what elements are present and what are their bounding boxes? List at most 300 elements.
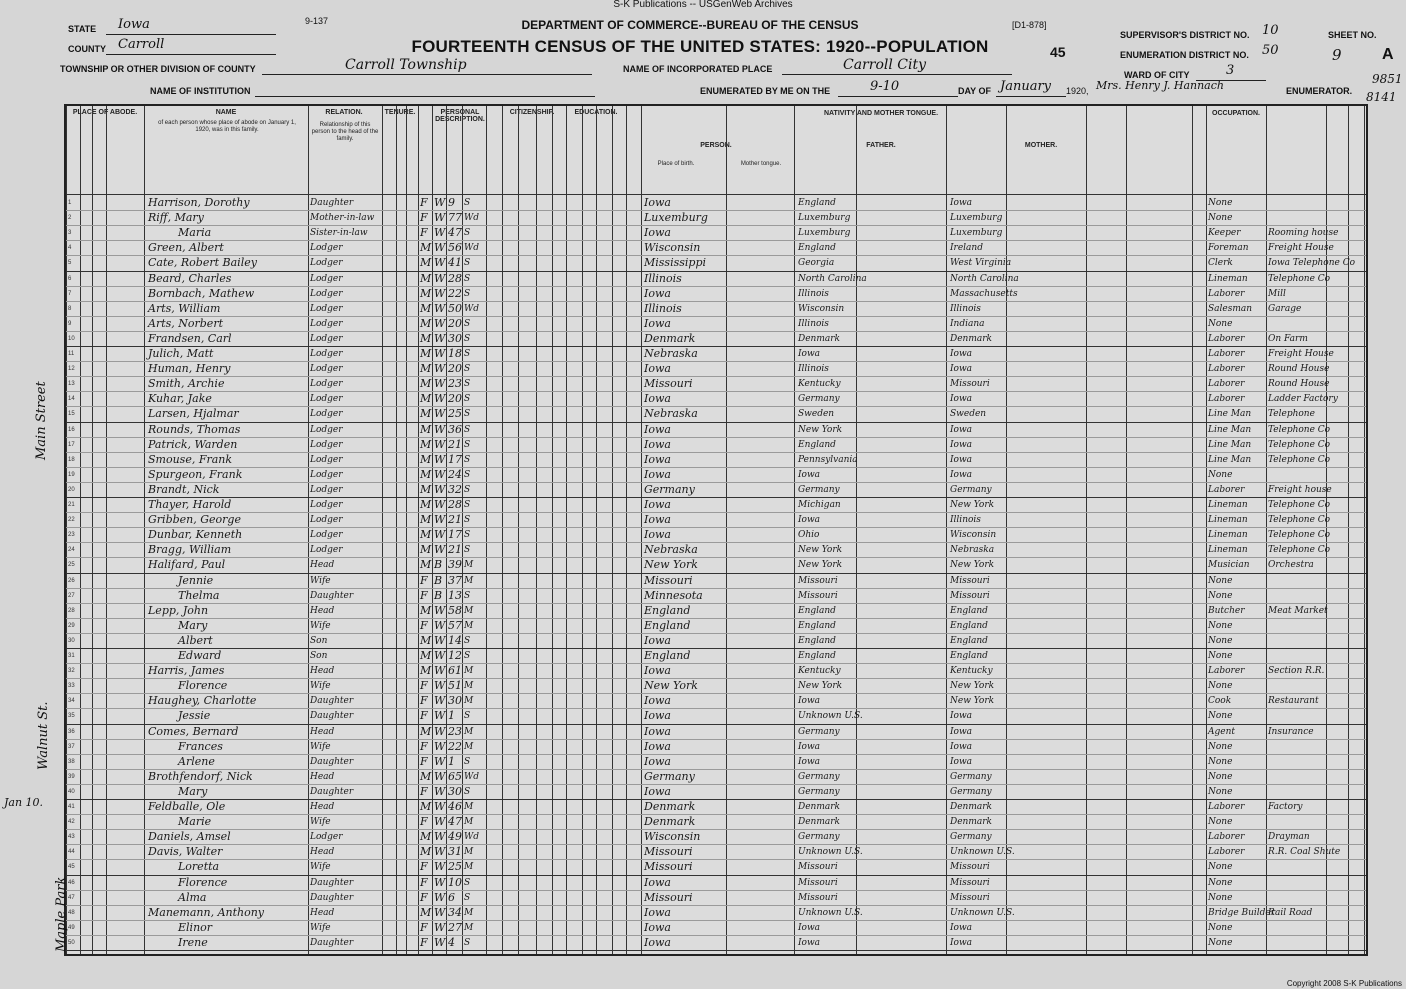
cell-name: Green, Albert [148,241,224,255]
group-abode: PLACE OF ABODE. [72,109,138,116]
source-banner: S-K Publications -- USGenWeb Archives [613,0,793,10]
cell-race: W [434,331,446,345]
enumerator-name: Mrs. Henry J. Hannach [1096,79,1224,92]
cell-age: 23 [448,724,462,738]
cell-age: 77 [448,211,462,225]
cell-name: Riff, Mary [148,211,204,225]
cell-name: Daniels, Amsel [148,830,231,844]
cell-sex: M [420,377,432,391]
cell-name: Spurgeon, Frank [148,467,243,481]
cell-birth: Iowa [644,905,671,919]
cell-birth: Iowa [644,362,671,376]
cell-occ: Lineman [1208,273,1248,284]
cell-fbirth: Iowa [798,469,821,480]
cell-sex: F [420,588,428,602]
cell-occ: Foreman [1208,243,1249,254]
cell-occ: None [1208,590,1233,601]
cell-birth: Germany [644,482,695,496]
cell-sex: M [420,271,432,285]
group-father: FATHER. [866,142,896,149]
cell-line: 46 [68,879,75,886]
cell-ind [1268,770,1328,784]
table-row [66,317,1366,331]
cell-line: 30 [68,637,75,644]
cell-line: 20 [68,486,75,493]
cell-occ: Laborer [1208,288,1245,299]
cell-birth: Wisconsin [644,241,701,255]
cell-name: Larsen, Hjalmar [148,407,239,421]
cell-relation: Mother-in-law [310,213,375,224]
cell-birth: Nebraska [644,543,698,557]
table-row [66,830,1366,844]
cell-name: Bornbach, Mathew [148,286,255,300]
cell-occ: None [1208,469,1233,480]
cell-ms: S [464,756,471,767]
cell-ind [1268,468,1328,482]
cell-ind: Mill [1268,288,1286,299]
copyright: Copyright 2008 S-K Publications [1286,979,1402,988]
cell-sex: M [420,513,432,527]
cell-birth: Iowa [644,754,671,768]
cell-fbirth: Unknown U.S. [798,711,863,722]
table-row [66,513,1366,527]
department-title: DEPARTMENT OF COMMERCE--BUREAU OF THE CENSUS [521,18,859,32]
cell-mbirth: England [950,651,988,661]
cell-age: 36 [448,422,462,436]
cell-race: W [434,452,446,466]
cell-birth: England [644,618,691,632]
cell-line: 10 [68,335,75,342]
cell-ms: S [464,349,471,359]
cell-occ: None [1208,575,1233,586]
cell-fbirth: Germany [798,726,840,737]
cell-race: W [434,528,446,542]
cell-line: 48 [68,909,75,916]
group-education: EDUCATION. [574,109,618,116]
cell-fbirth: Luxemburg [798,213,851,224]
table-row [66,906,1366,920]
table-row [66,528,1366,542]
table-row [66,694,1366,708]
cell-mbirth: New York [950,560,995,571]
cell-age: 65 [448,769,462,783]
cell-relation: Daughter [310,937,354,948]
cell-mbirth: North Carolina [950,273,1019,284]
cell-mbirth: Illinois [950,515,981,526]
cell-occ: Keeper [1208,228,1241,239]
cell-mbirth: England [950,620,988,631]
cell-birth: Iowa [644,196,671,209]
county-value: Carroll [118,37,165,52]
cell-ms: Wd [464,213,480,224]
cell-sex: F [420,679,428,693]
cell-name: Haughey, Charlotte [148,694,257,708]
cell-fbirth: Missouri [798,862,838,873]
cell-ind: Round House [1268,379,1330,390]
table-row [66,196,1366,210]
cell-sex: F [420,890,428,904]
table-row [66,860,1366,874]
cell-line: 24 [68,547,75,554]
cell-birth: Iowa [644,422,671,436]
cell-sex: F [420,694,428,708]
cell-fbirth: Michigan [798,500,841,510]
cell-race: B [434,588,443,602]
cell-name: Elinor [178,920,213,934]
cell-ms: S [464,424,471,435]
cell-line: 32 [68,668,75,675]
cell-ind [1268,317,1328,331]
township-value: Carroll Township [345,57,467,73]
cell-ind [1268,589,1328,603]
cell-fbirth: Germany [798,394,840,405]
cell-ind: On Farm [1268,333,1308,344]
cell-birth: Mississippi [644,256,706,270]
cell-name: Rounds, Thomas [148,422,241,436]
cell-age: 21 [448,543,462,557]
cell-fbirth: Denmark [798,817,840,828]
cell-ms: S [464,484,471,495]
cell-line: 27 [68,592,75,599]
cell-line: 12 [68,366,75,373]
cell-ms: Wd [464,832,480,843]
cell-relation: Head [310,907,335,918]
cell-relation: Lodger [310,333,343,344]
cell-relation: Lodger [310,288,343,299]
cell-sex: M [420,558,432,572]
cell-race: W [434,362,446,376]
cell-name: Smouse, Frank [148,452,233,466]
cell-occ: Agent [1208,726,1235,737]
cell-race: W [434,226,446,240]
cell-ms: S [464,454,471,465]
cell-sex: F [420,739,428,753]
table-row [66,815,1366,829]
cell-name: Beard, Charles [148,271,232,285]
cell-ms: S [464,198,471,208]
cell-mbirth: Kentucky [950,666,993,677]
cell-line: 3 [68,230,72,237]
cell-ind: Iowa Telephone Co [1268,258,1356,269]
date-margin-note: Jan 10. [4,796,44,809]
cell-ms: S [464,318,471,329]
cell-fbirth: Illinois [798,288,829,299]
table-row [66,453,1366,467]
cell-fbirth: Iowa [798,696,821,707]
cell-birth: New York [644,679,698,693]
cell-relation: Lodger [310,318,343,329]
cell-fbirth: Kentucky [798,666,841,677]
cell-race: W [434,498,446,511]
form-id: [D1-878] [1012,20,1047,30]
cell-birth: Iowa [644,528,671,542]
cell-birth: Iowa [644,467,671,481]
group-citizenship: CITIZENSHIP. [509,109,555,116]
cell-line: 43 [68,834,75,841]
cell-relation: Lodger [310,454,343,465]
cell-race: W [434,422,446,436]
cell-sex: M [420,724,432,738]
cell-ms: S [464,530,471,541]
cell-age: 25 [448,860,462,874]
cell-race: W [434,694,446,708]
cell-ms: M [464,922,474,933]
cell-birth: Missouri [644,377,693,391]
table-row [66,347,1366,361]
cell-ind: Section R.R. [1268,666,1325,677]
cell-birth: Luxemburg [644,211,708,225]
table-row [66,543,1366,557]
cell-fbirth: England [798,243,836,254]
table-row [66,362,1366,376]
cell-line: 4 [68,245,72,252]
census-title: FOURTEENTH CENSUS OF THE UNITED STATES: 1920--POPULATION [411,37,989,56]
cell-birth: Nebraska [644,407,698,421]
cell-ind: Meat Market [1268,605,1328,616]
table-row [66,679,1366,693]
cell-relation: Lodger [310,409,343,420]
right-margin-note-1: 9851 [1372,72,1403,86]
cell-birth: Illinois [644,301,682,315]
table-row [66,468,1366,482]
census-table [64,104,1368,956]
ward-label: WARD OF CITY [1124,70,1190,80]
table-row [66,483,1366,497]
cell-relation: Daughter [310,786,354,797]
cell-fbirth: Missouri [798,590,838,601]
cell-age: 28 [448,271,462,285]
cell-birth: Iowa [644,452,671,466]
cell-race: W [434,241,446,255]
cell-sex: F [420,196,428,209]
cell-birth: Iowa [644,664,671,678]
street-note-walnut: Walnut St. [36,701,51,770]
cell-occ: None [1208,711,1233,722]
cell-race: W [434,649,446,662]
cell-mbirth: Iowa [950,349,973,359]
cell-occ: None [1208,681,1233,692]
cell-mbirth: Missouri [950,590,990,601]
cell-ind [1268,679,1328,693]
cell-mbirth: Nebraska [950,545,995,556]
cell-birth: Iowa [644,739,671,753]
cell-occ: None [1208,892,1233,903]
cell-relation: Daughter [310,198,354,208]
cell-mbirth: Missouri [950,379,990,390]
cell-birth: Denmark [644,331,696,345]
cell-ind [1268,196,1328,210]
cell-age: 37 [448,573,462,587]
cell-age: 32 [448,482,462,496]
cell-ind: R.R. Coal Shute [1268,847,1341,858]
cell-sex: M [420,301,432,315]
cell-fbirth: Iowa [798,741,821,752]
county-label: COUNTY [68,44,106,54]
cell-age: 12 [448,649,462,662]
cell-line: 50 [68,939,75,946]
cell-sex: M [420,316,432,330]
cell-age: 57 [448,618,462,632]
cell-relation: Wife [310,862,331,873]
cell-ind [1268,574,1328,588]
cell-fbirth: New York [798,560,843,571]
cell-name: Human, Henry [148,362,231,376]
cell-name: Lepp, John [148,603,209,617]
cell-sex: M [420,422,432,436]
cell-ms: M [464,802,474,812]
cell-age: 14 [448,633,462,647]
page-number: 45 [1050,44,1066,60]
cell-birth: New York [644,558,698,572]
cell-name: Jessie [178,709,211,723]
township-line [262,74,592,75]
cell-age: 6 [448,890,455,904]
cell-age: 21 [448,513,462,527]
cell-occ: Bridge Builder [1208,907,1276,918]
cell-ms: Wd [464,303,480,314]
cell-name: Arts, William [148,301,221,315]
birth-place-head: Place of birth. [657,161,695,167]
cell-line: 45 [68,864,75,871]
cell-line: 44 [68,849,75,856]
day-line [838,96,958,97]
cell-relation: Lodger [310,243,343,254]
cell-age: 46 [448,800,462,813]
institution-label: NAME OF INSTITUTION [150,86,251,96]
cell-mbirth: Luxemburg [950,228,1003,239]
cell-birth: Illinois [644,271,682,285]
cell-fbirth: Illinois [798,318,829,329]
cell-race: W [434,784,446,798]
cell-sex: M [420,603,432,617]
group-occupation: OCCUPATION. [1212,110,1260,117]
cell-mbirth: New York [950,696,995,707]
cell-fbirth: England [798,635,836,646]
cell-fbirth: England [798,605,836,616]
cell-fbirth: Ohio [798,530,820,541]
cell-age: 56 [448,241,462,255]
cell-occ: None [1208,741,1233,752]
cell-race: W [434,392,446,406]
cell-ind [1268,891,1328,905]
cell-fbirth: Missouri [798,877,838,888]
cell-ind [1268,876,1328,890]
cell-race: W [434,679,446,693]
cell-age: 34 [448,905,462,919]
cell-fbirth: Kentucky [798,379,841,390]
cell-race: W [434,513,446,527]
cell-line: 35 [68,713,75,720]
cell-line: 34 [68,698,75,705]
cell-occ: Lineman [1208,500,1248,510]
group-name: NAME [215,109,237,116]
cell-occ: Line Man [1208,454,1252,465]
cell-occ: Laborer [1208,394,1245,405]
cell-line: 2 [68,215,72,222]
cell-name: Albert [178,633,213,647]
cell-fbirth: England [798,651,836,661]
cell-relation: Lodger [310,832,343,843]
cell-line: 47 [68,894,75,901]
cell-relation: Lodger [310,469,343,480]
cell-name: Arts, Norbert [148,316,223,330]
cell-fbirth: Germany [798,832,840,843]
cell-race: W [434,633,446,647]
cell-occ: None [1208,922,1233,933]
cell-name: Harrison, Dorothy [148,196,250,209]
cell-ind: Freight House [1268,243,1334,254]
cell-birth: Iowa [644,286,671,300]
cell-line: 31 [68,653,75,659]
table-row [66,634,1366,648]
cell-fbirth: Denmark [798,802,840,812]
cell-sex: F [420,784,428,798]
cell-relation: Wife [310,681,331,692]
cell-occ: Laborer [1208,847,1245,858]
table-row [66,755,1366,769]
cell-birth: Iowa [644,513,671,527]
cell-ms: S [464,786,471,797]
cell-birth: Iowa [644,709,671,723]
institution-line [255,96,595,97]
cell-ms: S [464,333,471,344]
cell-age: 31 [448,845,462,859]
enumeration-value: 50 [1262,43,1279,58]
cell-ind [1268,619,1328,633]
cell-ind: Telephone Co [1268,273,1331,284]
cell-occ: Line Man [1208,439,1252,450]
cell-ind [1268,815,1328,829]
cell-line: 25 [68,562,75,569]
cell-sex: M [420,649,432,662]
cell-mbirth: Ireland [950,243,983,254]
cell-race: W [434,860,446,874]
cell-occ: Laborer [1208,802,1245,812]
cell-mbirth: Germany [950,832,992,843]
cell-relation: Daughter [310,756,354,767]
cell-birth: Denmark [644,800,696,813]
cell-race: W [434,754,446,768]
month-line [996,96,1066,97]
cell-ind: Telephone Co [1268,454,1331,465]
cell-occ: None [1208,786,1233,797]
cell-mbirth: Germany [950,771,992,782]
cell-line: 19 [68,471,75,478]
cell-name: Harris, James [148,664,225,678]
cell-race: W [434,377,446,391]
name-desc: of each person whose place of abode on January 1, 1920, was in this family. [158,120,296,133]
cell-age: 9 [448,196,455,209]
table-row [66,921,1366,935]
cell-ms: S [464,258,471,269]
cell-name: Feldballe, Ole [148,800,226,813]
cell-age: 23 [448,377,462,391]
cell-name: Dunbar, Kenneth [148,528,243,542]
cell-ms: M [464,741,474,752]
cell-race: W [434,935,446,949]
cell-ms: S [464,500,471,510]
cell-race: W [434,709,446,723]
cell-ind: Orchestra [1268,560,1314,571]
cell-birth: Missouri [644,845,693,859]
cell-ms: Wd [464,771,480,782]
cell-line: 41 [68,804,75,810]
cell-mbirth: Denmark [950,802,992,812]
cell-name: Bragg, William [148,543,232,557]
cell-line: 18 [68,456,75,463]
cell-birth: Iowa [644,784,671,798]
table-row [66,664,1366,678]
